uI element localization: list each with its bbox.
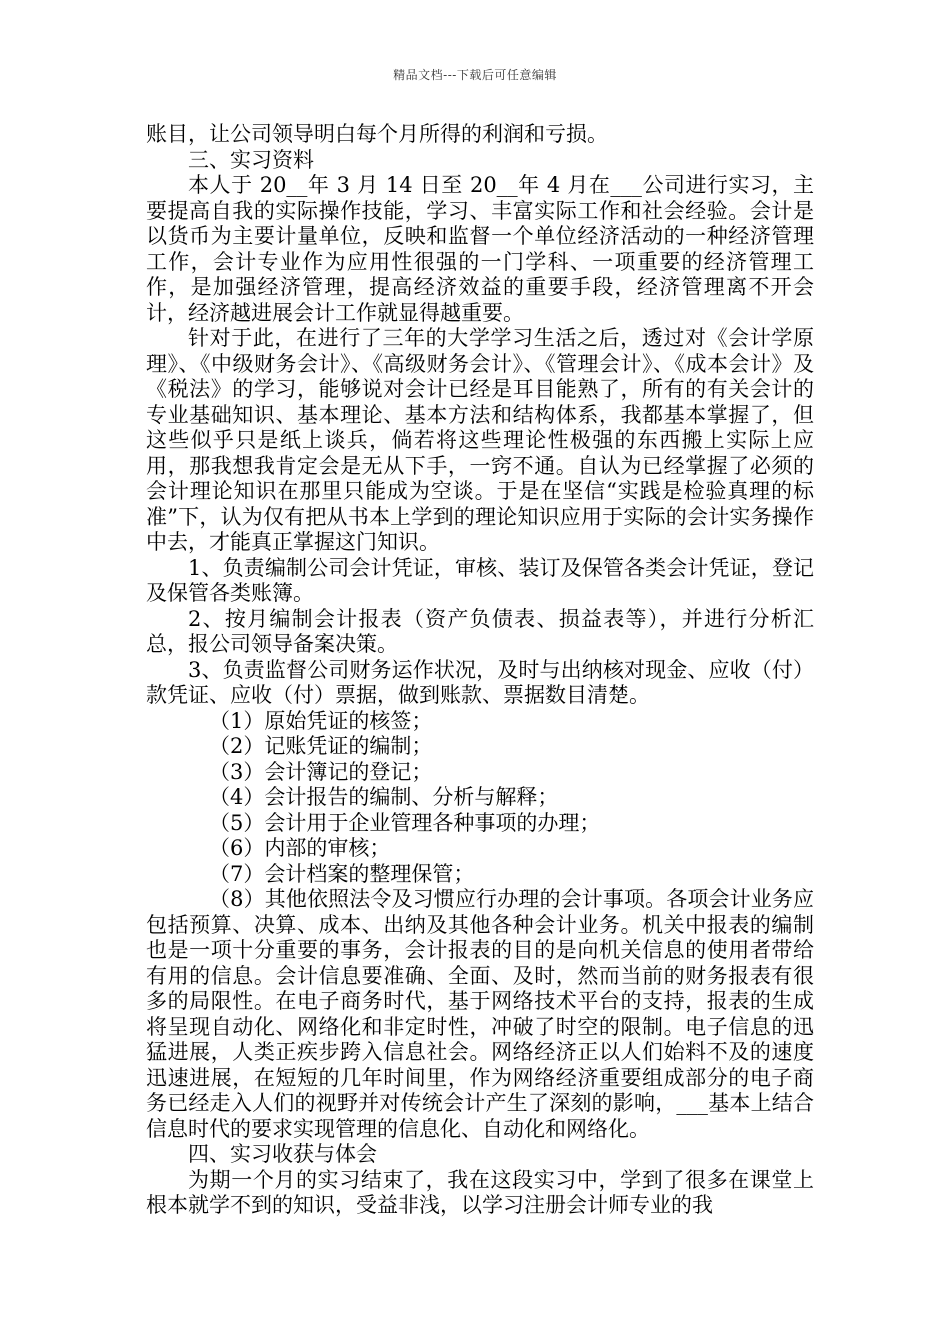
- sub-item-4: （4）会计报告的编制、分析与解释；: [209, 785, 559, 809]
- document-body: [146, 122, 814, 1219]
- duty-item-2: 2、按月编制会计报表（资产负债表、损益表等），并进行分析汇总，报公司领导备案决策。: [146, 606, 814, 656]
- paragraph-reflection: 为期一个月的实习结束了，我在这段实习中，学到了很多在课堂上根本就学不到的知识，受益非浅，以学习注册会计师专业的我: [146, 1167, 814, 1217]
- sub-item-6: （6）内部的审核；: [209, 836, 391, 860]
- section-heading-3: 三、实习资料: [188, 147, 314, 172]
- page-header: 精品文档---下载后可任意编辑: [393, 68, 557, 82]
- sub-item-1: （1）原始凭证的核签；: [209, 708, 433, 733]
- duty-item-3: 3、负责监督公司财务运作状况，及时与出纳核对现金、应收（付）款凭证、应收（付）票据，做到账款、票据数目清楚。: [146, 657, 814, 707]
- section-heading-4: 四、实习收获与体会: [188, 1142, 377, 1166]
- sub-item-8: （8）其他依照法令及习惯应行办理的会计事项。各项会计业务应包括预算、决算、成本、出纳及其他各种会计业务。机关中报表的编制也是一项十分重要的事务，会计报表的目的是向机关信息的使用者带给有用的信息。会计信息要准确、全面、及时，然而当前的财务报表有很多的局限性。在电子商务时代，基于网络技术平台的支持，报表的生成将呈现自动化、网络化和非定时性，冲破了时空的限制。电子信息的迅猛进展，人类正疾步跨入信息社会。网络经济正以人们始料不及的速度迅速进展，在短短的几年时间里，作为网络经济重要组成部分的电子商务已经走入人们的视野并对传统会计产生了深刻的影响，___基本上结合信息时代的要求实现管理的信息化、自动化和网络化。: [146, 887, 814, 1141]
- paragraph-theory: 针对于此，在进行了三年的大学学习生活之后，透过对《会计学原理》、《中级财务会计》、《高级财务会计》、《管理会计》、《成本会计》及《税法》的学习，能够说对会计已经是耳目能熟了，所有的有关会计的专业基础知识、基本理论、基本方法和结构体系，我都基本掌握了，但这些似乎只是纸上谈兵，倘若将这些理论性极强的东西搬上实际上应用，那我想我肯定会是无从下手，一窍不通。自认为已经掌握了必须的会计理论知识在那里只能成为空谈。于是在坚信“实践是检验真理的标准”下，认为仅有把从书本上学到的理论知识应用于实际的会计实务操作中去，才能真正掌握这门知识。: [146, 326, 814, 554]
- sub-item-7: （7）会计档案的整理保管；: [209, 861, 475, 886]
- sub-item-5: （5）会计用于企业管理各种事项的办理；: [209, 810, 601, 835]
- paragraph-continuation: 账目，让公司领导明白每个月所得的利润和亏损。: [146, 122, 608, 146]
- sub-item-3: （3）会计簿记的登记；: [209, 759, 433, 784]
- sub-item-2: （2）记账凭证的编制；: [209, 734, 433, 758]
- duty-item-1: 1、负责编制公司会计凭证，审核、装订及保管各类会计凭证，登记及保管各类账簿。: [146, 555, 814, 605]
- paragraph-intro: 本人于 20__年 3 月 14 日至 20__年 4 月在___公司进行实习，主要提高自我的实际操作技能，学习、丰富实际工作和社会经验。会计是以货币为主要计量单位，反映和监督一个单位经济活动的一种经济管理工作，会计专业作为应用性很强的一门学科、一项重要的经济管理工作，是加强经济管理，提高经济效益的重要手段，经济管理离不开会计，经济越进展会计工作就显得越重要。: [146, 173, 814, 325]
